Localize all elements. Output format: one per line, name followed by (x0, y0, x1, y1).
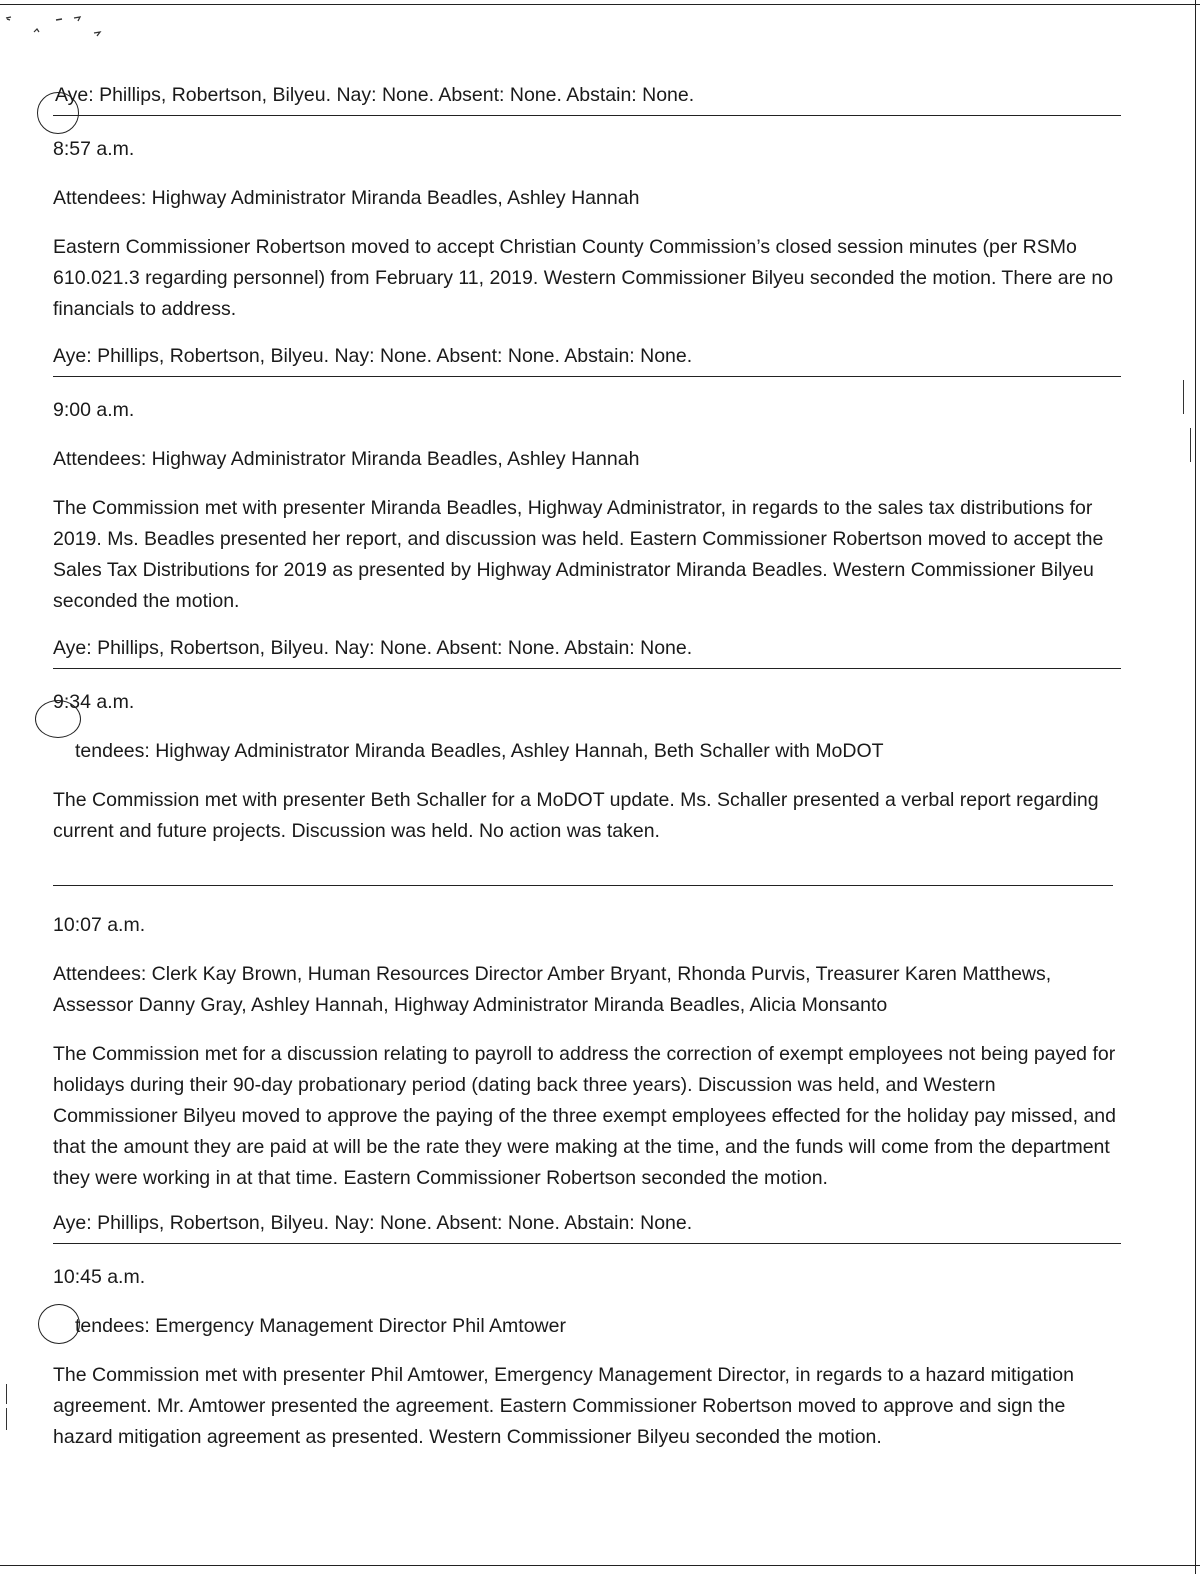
minutes-entry (53, 687, 1123, 886)
section-divider (53, 668, 1121, 669)
minutes-entry (53, 910, 1123, 1244)
entry-attendees: Attendees: Clerk Kay Brown, Human Resources Director Amber Bryant, Rhonda Purvis, Treasurer Karen Matthews, Assessor Danny Gray, Ashley Hannah, Highway Administrator Miranda Beadles, Alicia Monsanto (53, 963, 1052, 1016)
section-divider (53, 885, 1113, 886)
vote-line: Aye: Phillips, Robertson, Bilyeu. Nay: None. Absent: None. Abstain: None. (53, 637, 693, 659)
entry-time: 9:34 a.m. (53, 691, 135, 713)
page-bottom-border (0, 1565, 1200, 1566)
entry-attendees: tendees: Emergency Management Director Phil Amtower (75, 1315, 566, 1337)
entry-attendees: Attendees: Highway Administrator Miranda Beadles, Ashley Hannah (53, 448, 640, 470)
minutes-entry (53, 1262, 1123, 1453)
margin-mark (6, 1408, 7, 1430)
margin-mark (1190, 428, 1191, 462)
minutes-document (53, 80, 1123, 1453)
scan-specks (4, 14, 114, 44)
margin-mark (6, 1384, 7, 1404)
vote-line: Aye: Phillips, Robertson, Bilyeu. Nay: None. Absent: None. Abstain: None. (53, 1212, 693, 1234)
entry-time: 10:45 a.m. (53, 1266, 146, 1288)
minutes-entry (53, 395, 1123, 669)
section-divider (53, 1243, 1121, 1244)
section-divider (53, 115, 1121, 116)
margin-mark (1183, 380, 1184, 414)
entry-body: The Commission met with presenter Miranda Beadles, Highway Administrator, in regards to the sales tax distributions for 2019. Ms. Beadles presented her report, and discussion was held. Eastern Commissioner Robertson moved to accept the Sales Tax Distributions for 2019 as presented by Highway Administrator Miranda Beadles. Western Commissioner Bilyeu seconded the motion. (53, 497, 1104, 612)
entry-time: 10:07 a.m. (53, 914, 146, 936)
minutes-entry (53, 134, 1123, 377)
entry-time: 9:00 a.m. (53, 399, 135, 421)
page-top-border (0, 4, 1200, 5)
entry-body: The Commission met with presenter Phil Amtower, Emergency Management Director, in regards to a hazard mitigation agreement. Mr. Amtower presented the agreement. Eastern Commissioner Robertson moved to approve and sign the hazard mitigation agreement as presented. Western Commissioner Bilyeu seconded the motion. (53, 1364, 1074, 1448)
vote-line: Aye: Phillips, Robertson, Bilyeu. Nay: None. Absent: None. Abstain: None. (53, 345, 693, 367)
entry-body: Eastern Commissioner Robertson moved to accept Christian County Commission’s closed session minutes (per RSMo 610.021.3 regarding personnel) from February 11, 2019. Western Commissioner Bilyeu seconded the motion. There are no financials to address. (53, 236, 1114, 320)
section-divider (53, 376, 1121, 377)
vote-line: Aye: Phillips, Robertson, Bilyeu. Nay: None. Absent: None. Abstain: None. (55, 84, 695, 106)
entry-body: The Commission met for a discussion relating to payroll to address the correction of exempt employees not being payed for holidays during their 90-day probationary period (dating back three years). Discussion was held, and Western Commissioner Bilyeu moved to approve the paying of the three exempt employees effected for the holiday pay missed, and that the amount they are paid at will be the rate they were making at the time, and the funds will come from the department they were working in at that time. Eastern Commissioner Robertson seconded the motion. (53, 1043, 1116, 1189)
page-right-edge (1195, 0, 1196, 1574)
entry-attendees: Attendees: Highway Administrator Miranda Beadles, Ashley Hannah (53, 187, 640, 209)
entry-body: The Commission met with presenter Beth Schaller for a MoDOT update. Ms. Schaller presented a verbal report regarding current and future projects. Discussion was held. No action was taken. (53, 789, 1099, 842)
previous-entry-vote (53, 80, 1123, 116)
entry-attendees: tendees: Highway Administrator Miranda Beadles, Ashley Hannah, Beth Schaller with MoDOT (75, 740, 884, 762)
entry-time: 8:57 a.m. (53, 138, 135, 160)
